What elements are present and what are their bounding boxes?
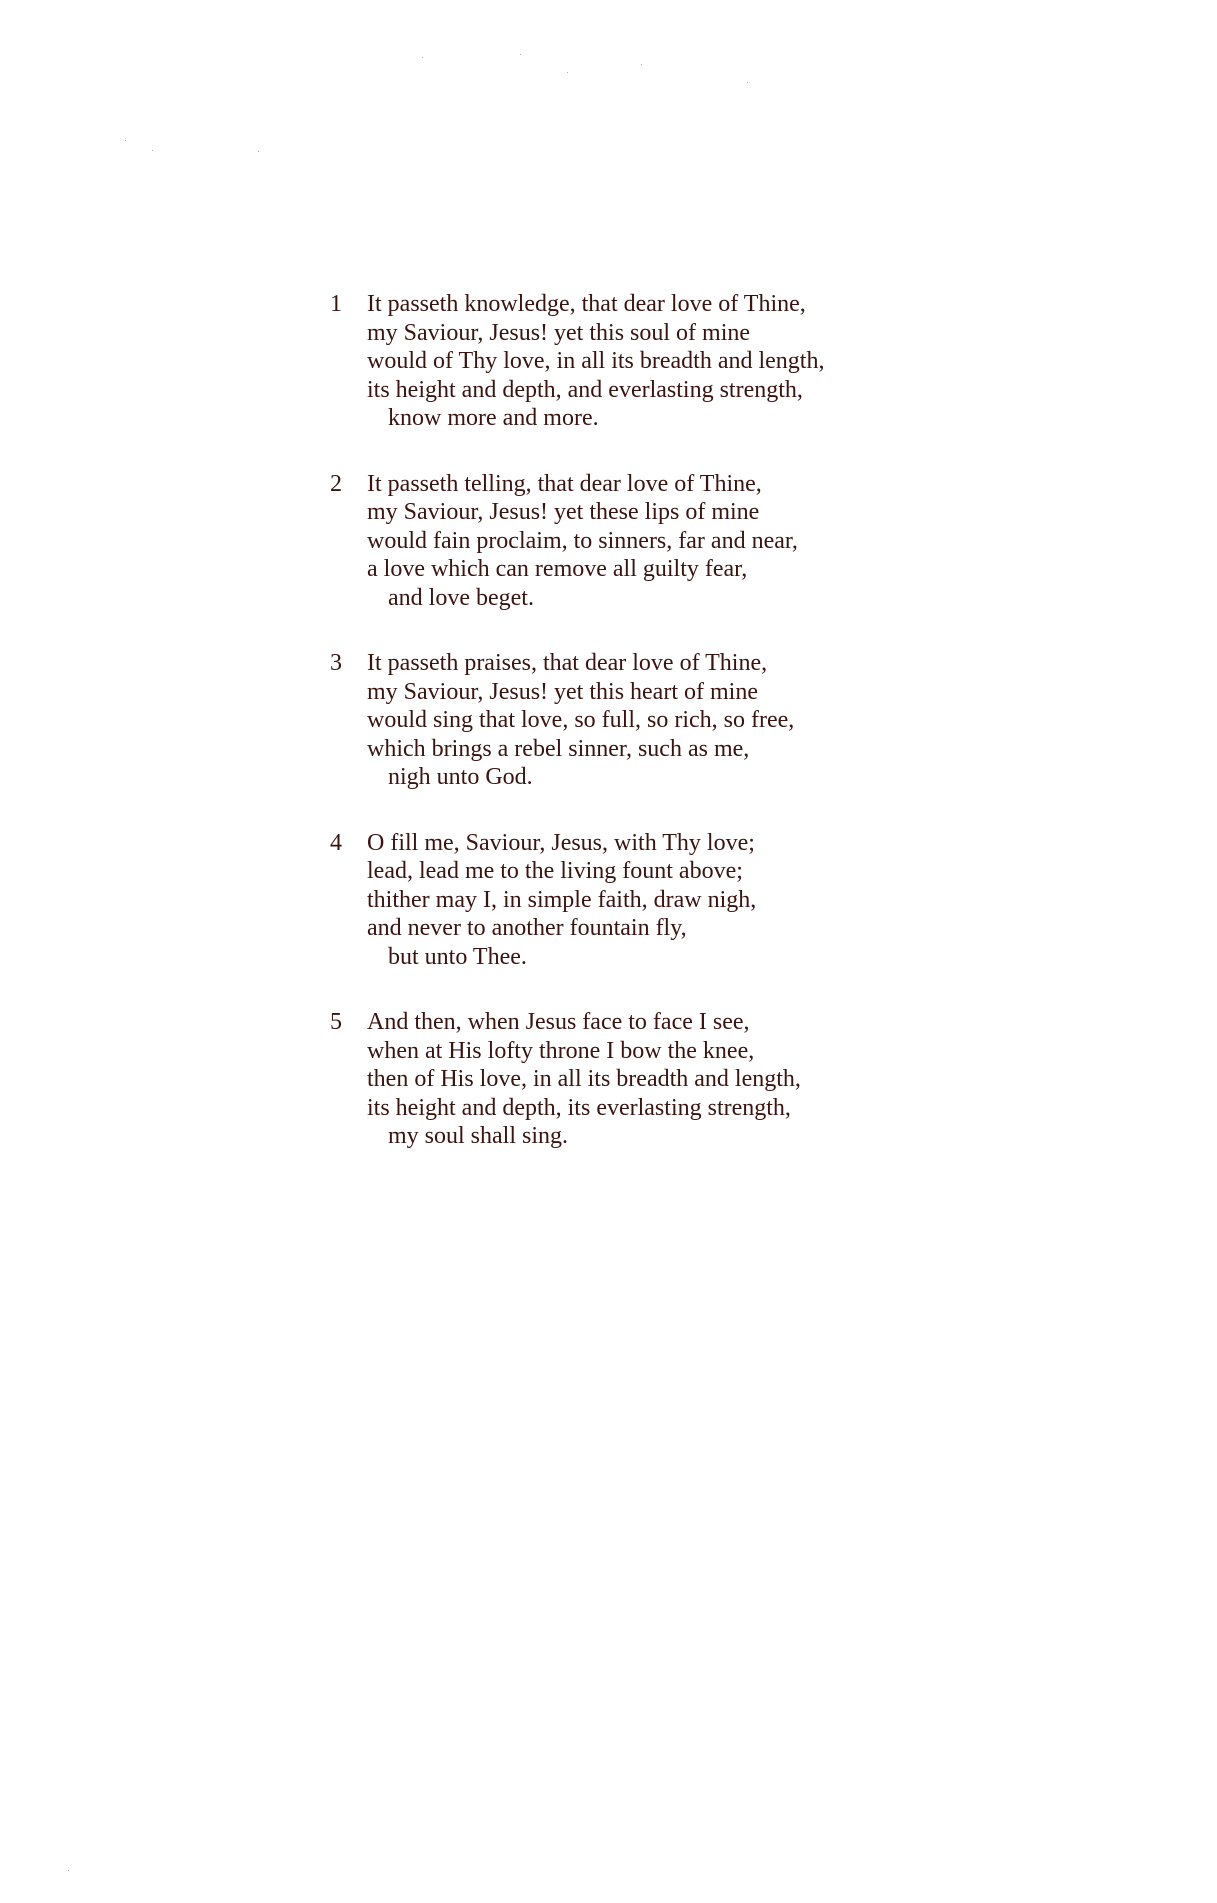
- verse-refrain-line: and love beget.: [388, 584, 534, 611]
- stanza-number: 3: [330, 650, 342, 676]
- verse-refrain-line: know more and more.: [388, 405, 599, 431]
- stanza-2: [330, 470, 930, 613]
- verse-line: lead, lead me to the living fount above;: [367, 858, 743, 884]
- stanza-3: [330, 649, 930, 792]
- verse-refrain-line: but unto Thee.: [388, 943, 527, 970]
- stanza-number: 1: [330, 291, 342, 317]
- stanza-lines: [367, 290, 930, 433]
- stanza-5: [330, 1008, 930, 1151]
- stanza-lines: [367, 649, 930, 792]
- verse-line: would of Thy love, in all its breadth and length,: [367, 348, 825, 374]
- verse-line: which brings a rebel sinner, such as me,: [367, 735, 750, 762]
- scan-speck: [152, 150, 153, 151]
- verse-line: And then, when Jesus face to face I see,: [367, 1009, 750, 1035]
- scan-speck: [747, 82, 748, 83]
- verse-refrain-line: nigh unto God.: [388, 764, 533, 790]
- verse-refrain-line: my soul shall sing.: [388, 1123, 569, 1149]
- stanza-number: 5: [330, 1009, 342, 1035]
- scan-speck: [68, 1870, 69, 1871]
- verse-line: It passeth knowledge, that dear love of Thine,: [367, 291, 806, 317]
- scan-speck: [567, 72, 568, 73]
- verse-line: and never to another fountain fly,: [367, 915, 687, 941]
- stanza-4: [330, 829, 930, 972]
- verse-line: a love which can remove all guilty fear,: [367, 556, 748, 582]
- verse-line: my Saviour, Jesus! yet this soul of mine: [367, 319, 751, 346]
- verse-line: my Saviour, Jesus! yet this heart of mine: [367, 678, 758, 705]
- stanza-number: 4: [330, 829, 342, 856]
- verse-line: its height and depth, and everlasting strength,: [367, 376, 803, 403]
- stanza-lines: [367, 829, 930, 972]
- verse-line: It passeth telling, that dear love of Thine,: [367, 470, 762, 497]
- verse-line: It passeth praises, that dear love of Thine,: [367, 650, 768, 676]
- verse-line: when at His lofty throne I bow the knee,: [367, 1037, 755, 1064]
- stanza-lines: [367, 470, 930, 613]
- stanza-lines: [367, 1008, 930, 1151]
- verse-line: then of His love, in all its breadth and length,: [367, 1066, 801, 1092]
- scan-speck: [258, 151, 259, 152]
- stanza-number: 2: [330, 470, 342, 497]
- verse-line: would sing that love, so full, so rich, so free,: [367, 707, 795, 733]
- verse-line: would fain proclaim, to sinners, far and near,: [367, 527, 798, 554]
- hymn-text: [330, 290, 930, 1188]
- verse-line: my Saviour, Jesus! yet these lips of mine: [367, 499, 760, 525]
- scan-speck: [125, 140, 126, 141]
- scan-speck: [641, 64, 642, 65]
- scan-speck: [520, 54, 521, 55]
- verse-line: O fill me, Saviour, Jesus, with Thy love;: [367, 829, 755, 856]
- verse-line: its height and depth, its everlasting strength,: [367, 1094, 791, 1121]
- stanza-1: [330, 290, 930, 433]
- verse-line: thither may I, in simple faith, draw nigh,: [367, 886, 757, 913]
- scan-speck: [422, 57, 423, 58]
